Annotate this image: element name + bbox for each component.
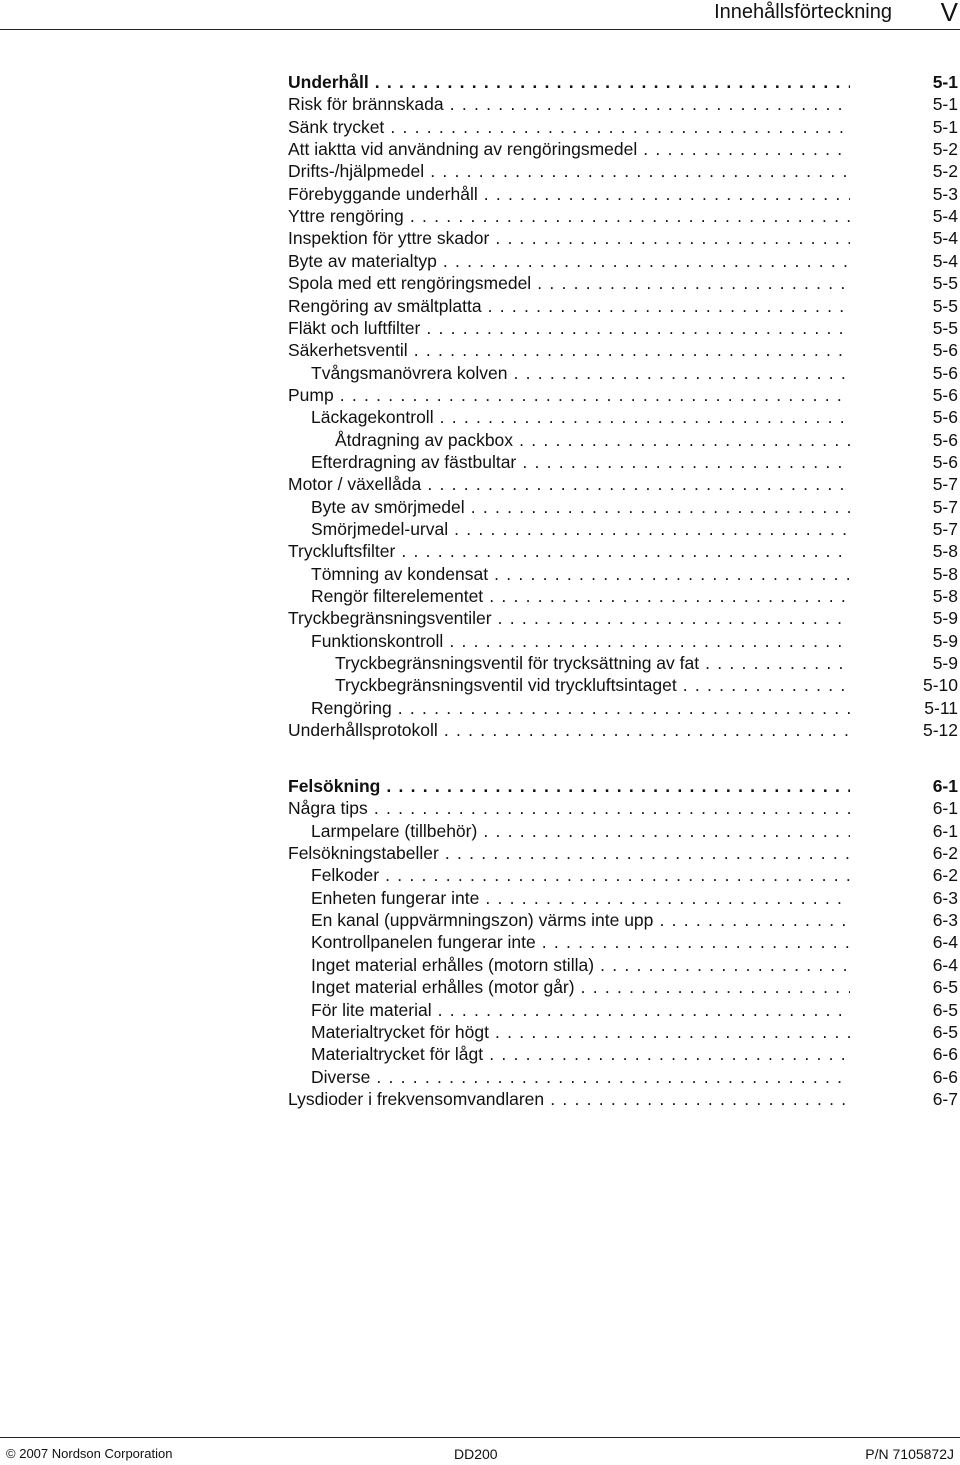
toc-entry[interactable]	[288, 339, 958, 361]
toc-entry-title: Fläkt och luftfilter . . .	[288, 317, 850, 339]
toc-entry-page: 5-6	[932, 429, 958, 450]
toc-entry-page: 5-5	[932, 295, 958, 316]
toc-entry[interactable]	[288, 272, 958, 294]
toc-entry-title: Underhåll . . .	[288, 71, 850, 93]
toc-entry[interactable]	[288, 518, 958, 540]
toc-entry-page: 5-6	[932, 362, 958, 383]
toc-entry-title: Enheten fungerar inte . . .	[311, 887, 850, 909]
toc-entry-title: Tryckbegränsningsventil för trycksättning av fat . . .	[335, 652, 850, 674]
toc-entry-page: 6-5	[932, 1021, 958, 1042]
copyright-text: 2007 Nordson Corporation	[19, 1446, 173, 1461]
toc-entry-title: Kontrollpanelen fungerar inte . . .	[311, 931, 850, 953]
toc-entry[interactable]	[288, 384, 958, 406]
toc-entry-page: 5-9	[932, 653, 958, 674]
toc-entry-page: 5-6	[932, 407, 958, 428]
toc-entry[interactable]	[288, 540, 958, 562]
toc-entry-page: 6-3	[932, 887, 958, 908]
toc-entry[interactable]	[288, 205, 958, 227]
toc-entry-page: 5-6	[932, 384, 958, 405]
toc-entry-title: Drifts-/hjälpmedel . . .	[288, 160, 850, 182]
header-section-numeral: V	[940, 0, 958, 27]
toc-entry[interactable]	[288, 630, 958, 652]
toc-entry-page: 6-6	[932, 1044, 958, 1065]
toc-entry-title: Inget material erhålles (motorn stilla) . . .	[311, 954, 850, 976]
toc-entry[interactable]	[288, 227, 958, 249]
toc-entry-title: Sänk trycket . . .	[288, 116, 850, 138]
toc-entry-title: Motor / växellåda . . .	[288, 473, 850, 495]
toc-entry[interactable]	[288, 563, 958, 585]
footer-model: DD200	[454, 1446, 498, 1462]
toc-entry-title: Byte av smörjmedel . . .	[311, 496, 850, 518]
toc-entry-page: 6-1	[932, 820, 958, 841]
toc-entry-title: För lite material . . .	[311, 999, 850, 1021]
toc-entry[interactable]	[288, 138, 958, 160]
toc-entry-title: Åtdragning av packbox . . .	[335, 429, 850, 451]
toc-entry[interactable]	[288, 71, 958, 93]
toc-entry-title: Rengör filterelementet . . .	[311, 585, 850, 607]
toc-entry[interactable]	[288, 842, 958, 864]
toc-entry-page: 5-11	[924, 697, 958, 718]
toc-entry-page: 5-6	[932, 340, 958, 361]
toc-entry[interactable]	[288, 909, 958, 931]
toc-entry-title: Pump . . .	[288, 384, 850, 406]
toc-entry[interactable]	[288, 1021, 958, 1043]
toc-entry-page: 5-5	[932, 273, 958, 294]
toc-entry[interactable]	[288, 652, 958, 674]
toc-entry-title: Materialtrycket för lågt . . .	[311, 1043, 850, 1065]
toc-entry[interactable]	[288, 473, 958, 495]
toc-entry[interactable]	[288, 496, 958, 518]
toc-entry-page: 5-7	[932, 496, 958, 517]
toc-entry[interactable]	[288, 1088, 958, 1110]
toc-entry-title: Att iaktta vid användning av rengöringsmedel . . .	[288, 138, 850, 160]
toc-entry[interactable]	[288, 406, 958, 428]
toc-entry[interactable]	[288, 999, 958, 1021]
toc-entry-title: Tryckbegränsningsventil vid tryckluftsintaget . . .	[335, 674, 850, 696]
toc-entry-page: 6-2	[932, 865, 958, 886]
toc-entry-page: 6-1	[932, 776, 958, 796]
toc-entry-title: Rengöring av smältplatta . . .	[288, 295, 850, 317]
toc-entry[interactable]	[288, 116, 958, 138]
toc-entry-page: 5-9	[932, 630, 958, 651]
toc-entry-page: 5-7	[932, 519, 958, 539]
toc-entry-page: 5-4	[932, 228, 958, 249]
toc-entry[interactable]	[288, 954, 958, 976]
toc-entry-title: Inget material erhålles (motor går) . . .	[311, 976, 850, 998]
toc-entry-page: 6-4	[932, 932, 958, 953]
footer-rule	[0, 1437, 960, 1438]
toc-entry[interactable]	[288, 719, 958, 741]
toc-entry-page: 5-1	[932, 116, 958, 137]
toc-entry-title: Några tips . . .	[288, 797, 850, 819]
toc-entry[interactable]	[288, 451, 958, 473]
toc-entry-page: 5-9	[932, 608, 958, 629]
toc-entry[interactable]	[288, 887, 958, 909]
toc-entry-title: Smörjmedel-urval . . .	[311, 518, 850, 540]
toc-entry[interactable]	[288, 674, 958, 696]
toc-entry-page: 6-3	[932, 910, 958, 931]
toc-entry-page: 6-4	[932, 954, 958, 975]
toc-entry[interactable]	[288, 362, 958, 384]
toc-entry-title: Diverse . . .	[311, 1066, 850, 1088]
toc-entry-title: Tvångsmanövrera kolven . . .	[311, 362, 850, 384]
footer-part-number: P/N 7105872J	[865, 1446, 954, 1462]
toc-entry-page: 5-12	[922, 720, 958, 741]
toc-entry-page: 6-1	[932, 798, 958, 819]
toc-entry[interactable]	[288, 976, 958, 998]
toc-entry-title: Materialtrycket för högt . . .	[311, 1021, 850, 1043]
toc-entry-title: Förebyggande underhåll . . .	[288, 183, 850, 205]
toc-entry-title: En kanal (uppvärmningszon) värms inte upp . . .	[311, 909, 850, 931]
toc-entry[interactable]	[288, 931, 958, 953]
toc-entry[interactable]	[288, 1043, 958, 1065]
toc-entry-page: 5-2	[932, 139, 958, 160]
toc-entry[interactable]	[288, 585, 958, 607]
toc-entry-page: 5-1	[932, 72, 958, 92]
toc-entry-title: Inspektion för yttre skador . . .	[288, 227, 850, 249]
toc-entry[interactable]	[288, 160, 958, 182]
toc-entry[interactable]	[288, 1066, 958, 1088]
toc-entry[interactable]	[288, 295, 958, 317]
toc-entry-page: 5-8	[932, 541, 958, 562]
toc-entry-page: 5-10	[922, 675, 958, 696]
header-title: Innehållsförteckning	[714, 1, 892, 23]
toc-entry[interactable]	[288, 775, 958, 797]
toc-entry-page: 5-3	[932, 183, 958, 204]
toc-entry-title: Risk för brännskada . . .	[288, 93, 850, 115]
toc-entry-page: 5-8	[932, 586, 958, 607]
toc-entry-title: Spola med ett rengöringsmedel . . .	[288, 272, 850, 294]
toc-entry[interactable]	[288, 697, 958, 719]
toc-entry-page: 5-4	[932, 250, 958, 271]
toc-entry-title: Rengöring . . .	[311, 697, 850, 719]
toc-entry[interactable]	[288, 250, 958, 272]
toc-entry-title: Felkoder . . .	[311, 864, 850, 886]
toc-entry-page: 6-5	[932, 977, 958, 998]
toc-entry-page: 5-4	[932, 206, 958, 227]
toc-entry-title: Felsökning . . .	[288, 775, 850, 797]
toc-entry-title: Funktionskontroll . . .	[311, 630, 850, 652]
toc-entry[interactable]	[288, 607, 958, 629]
toc-entry-title: Tömning av kondensat . . .	[311, 563, 850, 585]
toc-entry-title: Felsökningstabeller . . .	[288, 842, 850, 864]
toc-entry-page: 5-8	[932, 563, 958, 584]
toc-entry-title: Byte av materialtyp . . .	[288, 250, 850, 272]
toc-entry-page: 6-5	[932, 999, 958, 1020]
toc-entry-title: Lysdioder i frekvensomvandlaren . . .	[288, 1088, 850, 1110]
toc-entry[interactable]	[288, 820, 958, 842]
toc-entry[interactable]	[288, 864, 958, 886]
toc-entry-title: Underhållsprotokoll . . .	[288, 719, 850, 741]
toc-entry-title: Larmpelare (tillbehör) . . .	[311, 820, 850, 842]
footer-copyright	[6, 1446, 172, 1462]
toc-entry-page: 5-2	[932, 161, 958, 182]
toc-entry-title: Yttre rengöring . . .	[288, 205, 850, 227]
toc-entry[interactable]	[288, 183, 958, 205]
toc-entry[interactable]	[288, 429, 958, 451]
toc-entry[interactable]	[288, 317, 958, 339]
copyright-icon: ©	[6, 1446, 16, 1461]
toc-entry-page: 5-5	[932, 317, 958, 338]
toc-entry-page: 6-7	[932, 1088, 958, 1109]
toc-entry-page: 5-7	[932, 474, 958, 495]
toc-entry-title: Tryckluftsfilter . . .	[288, 540, 850, 562]
toc-entry[interactable]	[288, 797, 958, 819]
toc-entry-title: Säkerhetsventil . . .	[288, 339, 850, 361]
toc-entry-page: 6-2	[932, 843, 958, 864]
toc-entry-page: 5-6	[932, 451, 958, 472]
toc-entry[interactable]	[288, 93, 958, 115]
toc-entry-title: Efterdragning av fästbultar . . .	[311, 451, 850, 473]
toc-entry-page: 5-1	[932, 94, 958, 115]
toc-entry-page: 6-6	[932, 1066, 958, 1087]
toc-entry-title: Tryckbegränsningsventiler . . .	[288, 607, 850, 629]
toc-entry-title: Läckagekontroll . . .	[311, 406, 850, 428]
header-rule	[0, 29, 960, 30]
